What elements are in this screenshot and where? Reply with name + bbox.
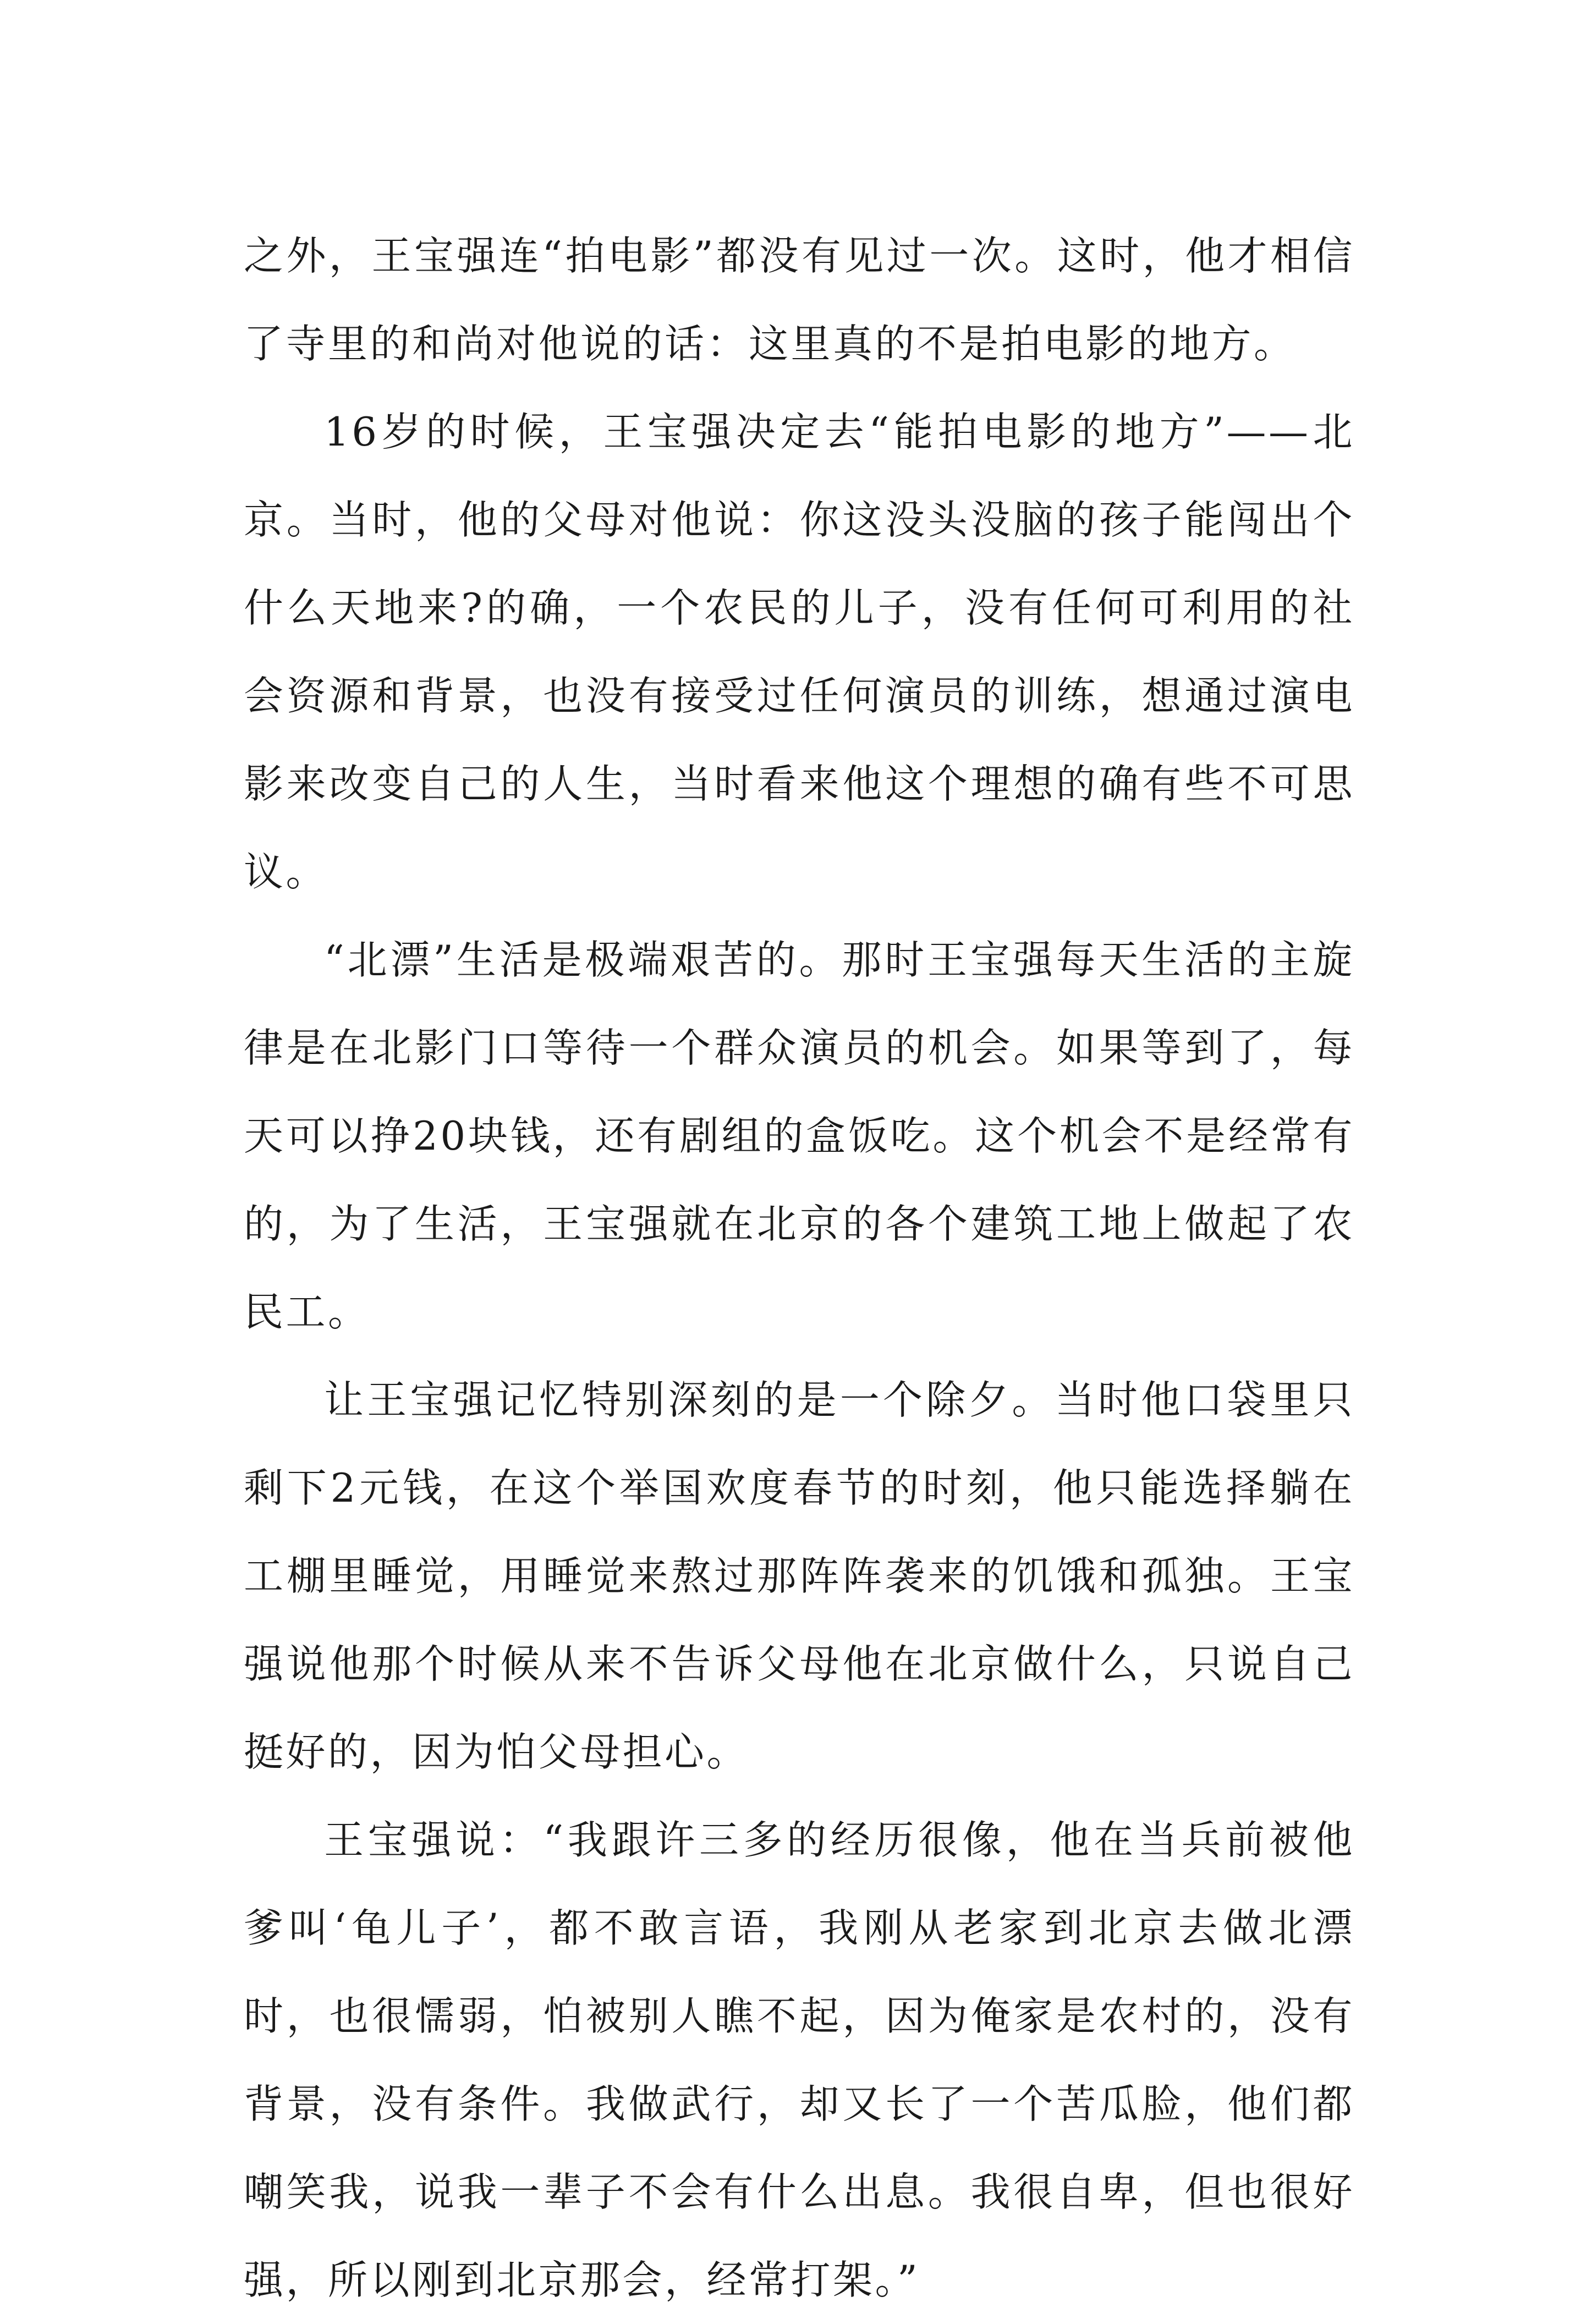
paragraph-1: 之外，王宝强连“拍电影”都没有见过一次。这时，他才相信了寺里的和尚对他说的话：这里真的不是拍电影的地方。: [244, 233, 1355, 367]
paragraph-3: “北漂”生活是极端艰苦的。那时王宝强每天生活的主旋律是在北影门口等待一个群众演员的机会。如果等到了，每天可以挣20块钱，还有剧组的盒饭吃。这个机会不是经常有的，为了生活，王宝强就在北京的各个建筑工地上做起了农民工。: [244, 937, 1355, 1335]
paragraph-2: 16岁的时候，王宝强决定去“能拍电影的地方”——北京。当时，他的父母对他说：你这没头没脑的孩子能闯出个什么天地来?的确，一个农民的儿子，没有任何可利用的社会资源和背景，也没有接受过任何演员的训练，想通过演电影来改变自己的人生，当时看来他这个理想的确有些不可思议。: [244, 409, 1355, 895]
paragraph-4: 让王宝强记忆特别深刻的是一个除夕。当时他口袋里只剩下2元钱，在这个举国欢度春节的时刻，他只能选择躺在工棚里睡觉，用睡觉来熬过那阵阵袭来的饥饿和孤独。王宝强说他那个时候从来不告诉父母他在北京做什么，只说自己挺好的，因为怕父母担心。: [244, 1377, 1355, 1775]
paragraph-5: 王宝强说：“我跟许三多的经历很像，他在当兵前被他爹叫‘龟儿子’，都不敢言语，我刚从老家到北京去做北漂时，也很懦弱，怕被别人瞧不起，因为俺家是农村的，没有背景，没有条件。我做武行，却又长了一个苦瓜脸，他们都嘲笑我，说我一辈子不会有什么出息。我很自卑，但也很好强，所以刚到北京那会，经常打架。”: [244, 1817, 1355, 2303]
document-body: [244, 212, 1355, 2324]
